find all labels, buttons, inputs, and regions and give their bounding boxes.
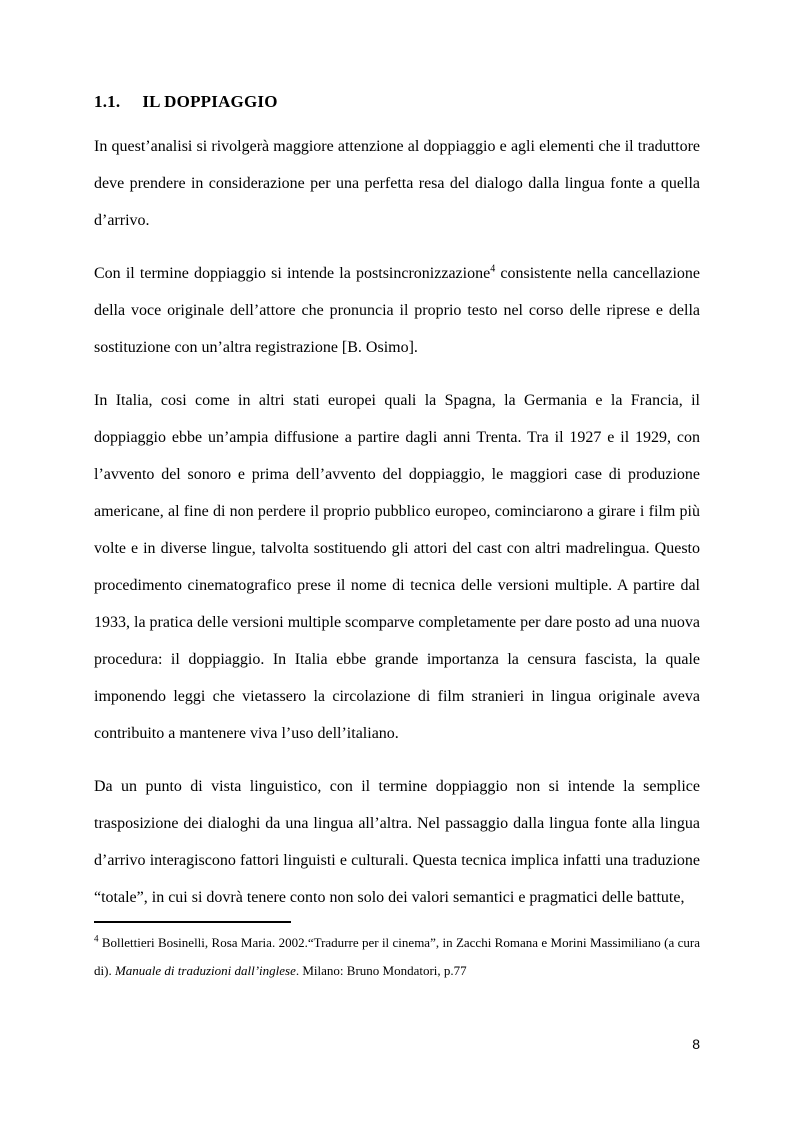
paragraph-4-text: Da un punto di vista linguistico, con il termine doppiaggio non si intende la semplice trasposizione dei dialoghi da una lingua all’altra. Nel passaggio dalla lingua fonte alla lingua d’arrivo interagiscono fattori linguisti e culturali. Questa tecnica implica infatti una traduzione “totale”, in cui si dovrà tenere conto non solo dei valori semantici e pragmatici delle battute, [94, 778, 700, 906]
page-number: 8 [692, 1036, 700, 1052]
paragraph-2-text-after-footnote-ref: consistente nella cancellazione della voce originale dell’attore che pronuncia il proprio testo nel corso delle riprese e della sostituzione con un’altra registrazione [B. Osimo]. [94, 265, 701, 356]
paragraph-4 [94, 768, 700, 916]
footnote-book-title: Manuale di traduzioni dall’inglese [114, 963, 296, 978]
footnote-citation-after-title: . Milano: Bruno Mondatori, p.77 [295, 963, 467, 978]
footnote-separator [94, 921, 291, 923]
section-title: IL DOPPIAGGIO [142, 92, 278, 111]
footnote-reference-4: 4 [490, 263, 496, 275]
paragraph-3 [94, 382, 700, 752]
paragraph-1 [94, 128, 700, 239]
page-content [94, 0, 700, 916]
paragraph-3-text: In Italia, cosi come in altri stati europei quali la Spagna, la Germania e la Francia, il doppiaggio ebbe un’ampia diffusione a partire dagli anni Trenta. Tra il 1927 e il 1929, con l’avvento del sonoro e prima dell’avvento del doppiaggio, le maggiori case di produzione americane, al fine di non perdere il proprio pubblico europeo, cominciarono a girare i film più volte e in diverse lingue, talvolta sostituendo gli attori del cast con altri madrelingua. Questo procedimento cinematografico prese il nome di tecnica delle versioni multiple. A partire dal 1933, la pratica delle versioni multiple scomparve completamente per dare posto ad una nuova procedura: il doppiaggio. In Italia ebbe grande importanza la censura fascista, la quale imponendo leggi che vietassero la circolazione di film stranieri in lingua originale aveva contribuito a mantenere viva l’uso dell’italiano. [94, 392, 701, 742]
footnote-area [94, 921, 700, 985]
paragraph-2 [94, 255, 700, 366]
section-number: 1.1. [94, 92, 121, 111]
paragraph-1-text: In quest’analisi si rivolgerà maggiore attenzione al doppiaggio e agli elementi che il traduttore deve prendere in considerazione per una perfetta resa del dialogo dalla lingua fonte a quella d’arrivo. [94, 138, 700, 229]
footnote-marker: 4 [94, 933, 99, 944]
footnote-citation-before-title: Bollettieri Bosinelli, Rosa Maria. 2002.“Tradurre per il cinema”, in Zacchi Romana e Morini Massimiliano (a cura di). [94, 935, 700, 978]
section-heading [94, 92, 700, 112]
paragraph-2-text-before-footnote-ref: Con il termine doppiaggio si intende la postsincronizzazione [94, 265, 491, 282]
footnote [94, 929, 700, 985]
